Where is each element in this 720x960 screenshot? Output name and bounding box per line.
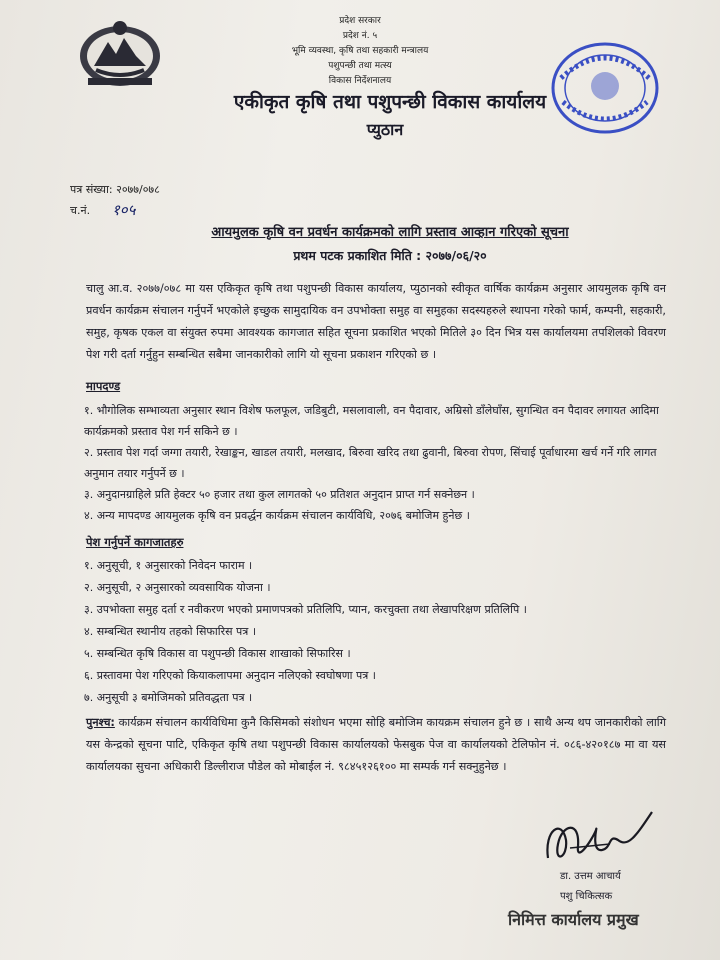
document-item: १. अनुसूची, १ अनुसारको निवेदन फाराम । — [84, 559, 253, 572]
document-item: ३. उपभोक्ता समुह दर्ता र नवीकरण भएको प्रमाणपत्रको प्रतिलिपि, प्यान, करचुक्ता तथा लेखापरिक्षण प्रतिलिपि । — [84, 603, 527, 616]
postscript-paragraph — [86, 712, 666, 778]
postscript-label: पुनश्च: — [86, 716, 115, 729]
gov-line-1: प्रदेश सरकार — [339, 16, 381, 26]
criteria-item: ४. अन्य मापदण्ड आयमुलक कृषि वन प्रवर्द्धन कार्यक्रम संचालन कार्यविधि, २०७६ बमोजिम हुनेछ । — [84, 509, 470, 522]
gov-line-2: प्रदेश नं. ५ — [342, 31, 378, 41]
document-item: २. अनुसूची, २ अनुसारको व्यवसायिक योजना । — [84, 581, 271, 594]
signatory-designation: पशु चिकित्सक — [560, 891, 613, 902]
documents-list — [84, 555, 674, 709]
documents-heading: पेश गर्नुपर्ने कागजातहरु — [86, 535, 184, 549]
signatory-office-role: निमित्त कार्यालय प्रमुख — [508, 910, 639, 929]
office-seal-icon — [545, 38, 663, 138]
office-location: प्युठान — [366, 120, 404, 139]
criteria-list — [84, 400, 674, 526]
postscript-text: कार्यक्रम संचालन कार्यविधिमा कुनै किसिमको संशोधन भएमा सोहि बमोजिम कायक्रम संचालन हुने छ । साथै अन्य थप जानकारीको लागि यस केन्द्रको सूचना पाटि, एकिकृत कृषि तथा पशुपन्छी विकास कार्यालयको फेसबुक पेज वा कार्यालयको टेलिफोन नं. ०८६-४२०१८७ मा वा यस कार्यालयका सुचना अधिकारी डिल्लीराज पौडेल को मोबाईल नं. ९८४५१२६१०० मा सम्पर्क गर्न सक्नुहुनेछ । — [86, 716, 666, 773]
notice-date: प्रथम पटक प्रकाशित मिति : २०७७/०६/२० — [293, 248, 487, 263]
criteria-item: ३. अनुदानग्राहिले प्रति हेक्टर ५० हजार तथा कुल लागतको ५० प्रतिशत अनुदान प्राप्त गर्न सक्नेछन । — [84, 488, 475, 501]
document-item: ४. सम्बन्धित स्थानीय तहको सिफारिस पत्र । — [84, 625, 256, 638]
gov-line-4: पशुपन्छी तथा मत्स्य — [328, 61, 392, 71]
document-item: ६. प्रस्तावमा पेश गरिएको कियाकलापमा अनुदान नलिएको स्वघोषणा पत्र । — [84, 669, 376, 682]
document-item: ५. सम्बन्धित कृषि विकास वा पशुपन्छी विकास शाखाको सिफारिस । — [84, 647, 351, 660]
criteria-heading: मापदण्ड — [86, 379, 121, 393]
intro-paragraph: चालु आ.व. २०७७/०७८ मा यस एकिकृत कृषि तथा पशुपन्छी विकास कार्यालय, प्युठानको स्वीकृत वार्षिक कार्यक्रम अनुसार आयमुलक कृषि वन प्रवर्धन कार्यक्रम संचालन गर्नुपर्ने भएकोले इच्छुक सामुदायिक वन उपभोक्ता समुह वा समुहका सदस्यहरुले स्थापना गरेको फार्म, कम्पनी, सहकारी, समुह, कृषक एकल वा संयुक्त रुपमा आवश्यक कागजात सहित सूचना प्रकाशित भएको मितिले ३० दिन भित्र यस कार्यालयमा तपशिलको विवरण पेश गरी दर्ता गर्नुहुन सम्बन्धित सबैमा जानकारीको लागि यो सूचना प्रकाशन गरिएको छ । — [86, 282, 666, 361]
gov-line-3: भूमि व्यवस्था, कृषि तथा सहकारी मन्त्रालय — [291, 46, 429, 56]
reference-number: पत्र संख्या: २०७७/०७८ — [70, 183, 160, 196]
document-item: ७. अनुसूची ३ बमोजिमको प्रतिवद्धता पत्र । — [84, 691, 253, 704]
criteria-item: २. प्रस्ताव पेश गर्दा जग्गा तयारी, रेखाङ्कन, खाडल तयारी, मलखाद, बिरुवा खरिद तथा ढुवानी, बिरुवा रोपण, सिंचाई पूर्वाधारमा खर्च गर्ने गरि लागत अनुमान तयार गर्नुपर्ने छ । — [84, 446, 657, 480]
signatory-name: डा. उत्तम आचार्य — [560, 871, 621, 882]
dispatch-number: १०५ — [112, 201, 136, 219]
criteria-item: १. भौगोलिक सम्भाव्यता अनुसार स्थान विशेष फलफूल, जडिबुटी, मसलावाली, वन पैदावार, अम्रिसो डाँलेघाँस, सुगन्धित वन पैदावर लगायत आदिमा कार्यक्रमको प्रस्ताव पेश गर्न सकिने छ । — [84, 404, 659, 438]
office-name: एकीकृत कृषि तथा पशुपन्छी विकास कार्यालय — [233, 91, 547, 113]
signature-icon — [540, 800, 660, 872]
gov-line-5: विकास निर्देशनालय — [328, 76, 392, 86]
dispatch-label: च.नं. — [70, 204, 91, 217]
notice-title: आयमुलक कृषि वन प्रवर्धन कार्यक्रमको लागि प्रस्ताव आव्हान गरिएको सूचना — [211, 225, 569, 240]
nepal-emblem-icon — [74, 16, 166, 90]
